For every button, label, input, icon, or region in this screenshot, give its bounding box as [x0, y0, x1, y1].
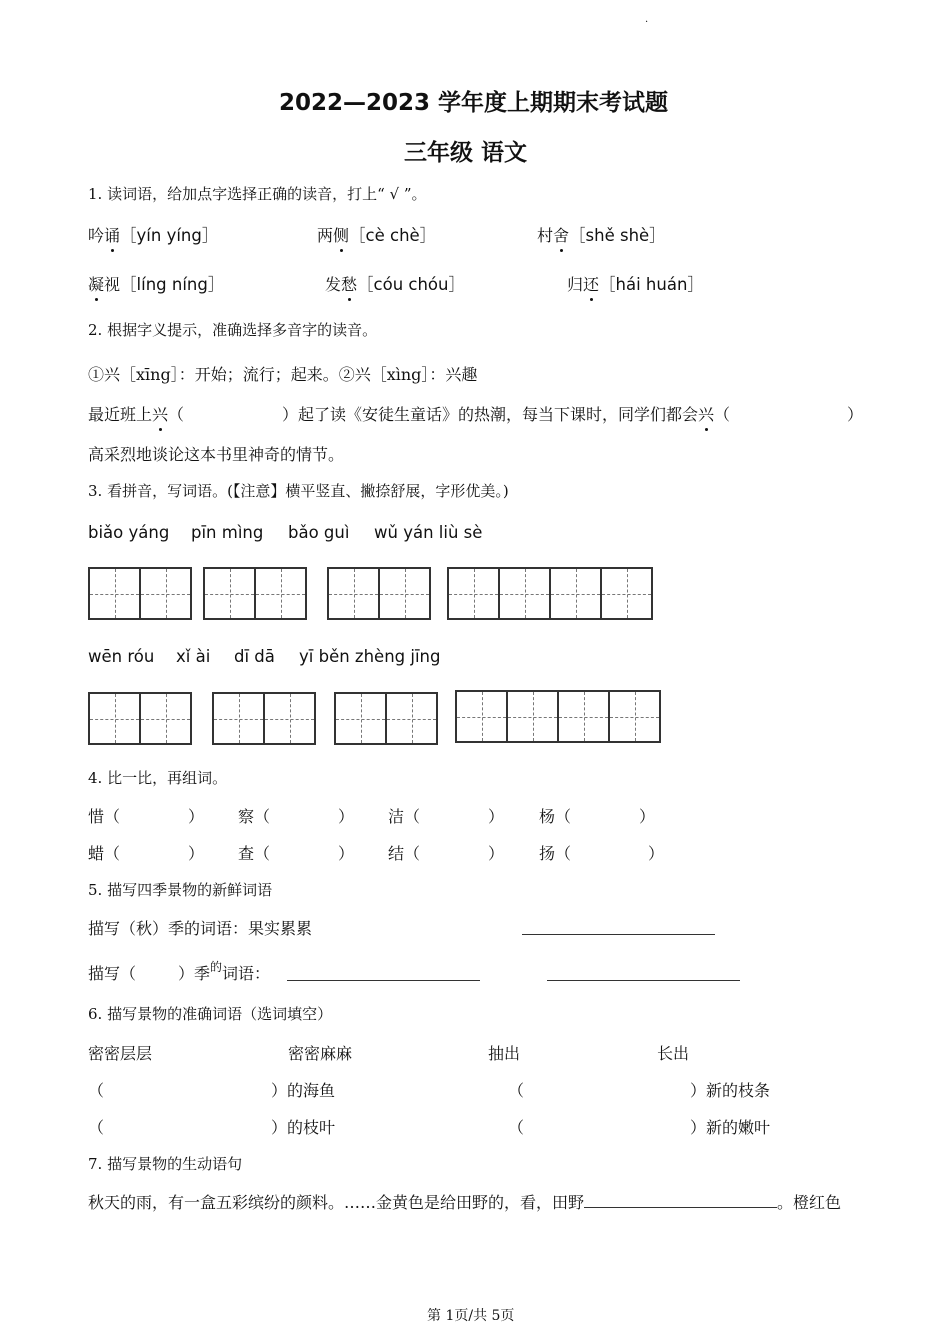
q2-prompt: 2. 根据字义提示，准确选择多音字的读音。 — [88, 321, 378, 339]
q3-pinyin-5: wēn róu — [88, 647, 155, 666]
q3-pinyin-3: bǎo guì — [288, 523, 350, 542]
q6-r2-text-2: ）新的嫩叶 — [690, 1118, 771, 1137]
q7-blank[interactable] — [584, 1207, 777, 1208]
q6-option-1: 密密层层 — [88, 1044, 153, 1063]
q5-line-2: 描写（ ）季$^的$词语： — [88, 960, 271, 983]
q4-r1-a: 惜（ — [88, 807, 121, 826]
q7-prompt: 7. 描写景物的生动语句 — [88, 1155, 243, 1173]
q1-item-2: 两侧［cè chè］ — [317, 222, 436, 246]
page-subtitle: 三年级 语文 — [404, 140, 528, 166]
q4-r1-d-close: ） — [639, 807, 656, 826]
q6-option-4: 长出 — [657, 1044, 690, 1063]
q4-r2-d: 扬（ — [539, 844, 572, 863]
q4-r1-d: 杨（ — [539, 807, 572, 826]
q5-prompt: 5. 描写四季景物的新鲜词语 — [88, 881, 273, 899]
q4-r2-d-close: ） — [648, 844, 665, 863]
q5-line-1: 描写（秋）季的词语：果实累累 — [88, 919, 313, 938]
q5-blank-1[interactable] — [522, 934, 715, 935]
q3-grid-8[interactable] — [455, 690, 661, 743]
q3-pinyin-7: dī dā — [234, 647, 275, 666]
q6-r1-text-1: ）的海鱼 — [271, 1081, 336, 1100]
q3-grid-5[interactable] — [88, 692, 192, 745]
q5-blank-3[interactable] — [547, 980, 740, 981]
q3-grid-2[interactable] — [203, 567, 307, 620]
q6-r1-text-2: ）新的枝条 — [690, 1081, 771, 1100]
q3-pinyin-8: yī běn zhèng jīng — [299, 647, 441, 666]
q1-item-6: 归还［hái huán］ — [567, 271, 704, 295]
q3-grid-1[interactable] — [88, 567, 192, 620]
q3-grid-3[interactable] — [327, 567, 431, 620]
q3-pinyin-4: wǔ yán liù sè — [374, 523, 483, 542]
q2-sentence-1c: ） — [847, 405, 864, 424]
q3-prompt: 3. 看拼音，写词语。(【注意】横平竖直、撇捺舒展，字形优美。) — [88, 482, 509, 500]
q4-r1-c: 洁（ — [388, 807, 421, 826]
q4-r2-b-close: ） — [338, 844, 355, 863]
page-footer: 第 1页/共 5页 — [427, 1308, 515, 1324]
header-mark: . — [645, 14, 649, 25]
q2-hint: ①兴［xīng］：开始；流行；起来。②兴［xìng］：兴趣 — [88, 365, 478, 384]
q6-r2-open-2: （ — [508, 1118, 525, 1137]
q1-prompt: 1. 读词语，给加点字选择正确的读音，打上“ √ ”。 — [88, 185, 427, 203]
q1-item-1: 吟诵［yín yíng］ — [88, 222, 218, 246]
q4-r2-a: 蜡（ — [88, 844, 121, 863]
q2-sentence-2: 高采烈地谈论这本书里神奇的情节。 — [88, 445, 345, 464]
q3-pinyin-2: pīn mìng — [191, 523, 264, 542]
q4-r2-c-close: ） — [488, 844, 505, 863]
q1-item-4: 凝视［líng níng］ — [88, 271, 224, 295]
q3-grid-7[interactable] — [334, 692, 438, 745]
q3-pinyin-6: xǐ ài — [176, 647, 211, 666]
q4-prompt: 4. 比一比，再组词。 — [88, 769, 228, 787]
q4-r1-b-close: ） — [338, 807, 355, 826]
q4-r2-c: 结（ — [388, 844, 421, 863]
q5-blank-2[interactable] — [287, 980, 480, 981]
q6-r2-open-1: （ — [88, 1118, 105, 1137]
page-title: 2022—2023 学年度上期期末考试题 — [279, 90, 669, 116]
q6-r1-open-1: （ — [88, 1081, 105, 1100]
q6-option-2: 密密麻麻 — [288, 1044, 353, 1063]
q4-r1-a-close: ） — [188, 807, 205, 826]
q6-r2-text-1: ）的枝叶 — [271, 1118, 336, 1137]
q1-item-3: 村舍［shě shè］ — [537, 222, 666, 246]
q1-item-5: 发愁［cóu chóu］ — [325, 271, 465, 295]
q4-r2-a-close: ） — [188, 844, 205, 863]
q6-r1-open-2: （ — [508, 1081, 525, 1100]
q2-sentence-1b: ）起了读《安徒生童话》的热潮，每当下课时，同学们都会兴（ — [282, 402, 730, 425]
q4-r1-c-close: ） — [488, 807, 505, 826]
q3-grid-6[interactable] — [212, 692, 316, 745]
q6-prompt: 6. 描写景物的准确词语（选词填空） — [88, 1005, 333, 1023]
q4-r2-b: 查（ — [238, 844, 271, 863]
q4-r1-b: 察（ — [238, 807, 271, 826]
q7-line: 秋天的雨，有一盒五彩缤纷的颜料。……金黄色是给田野的，看，田野 。橙红色 — [88, 1193, 842, 1212]
q6-option-3: 抽出 — [488, 1044, 521, 1063]
q3-pinyin-1: biǎo yáng — [88, 523, 170, 542]
q2-sentence-1: 最近班上兴（ — [88, 402, 184, 425]
q3-grid-4[interactable] — [447, 567, 653, 620]
